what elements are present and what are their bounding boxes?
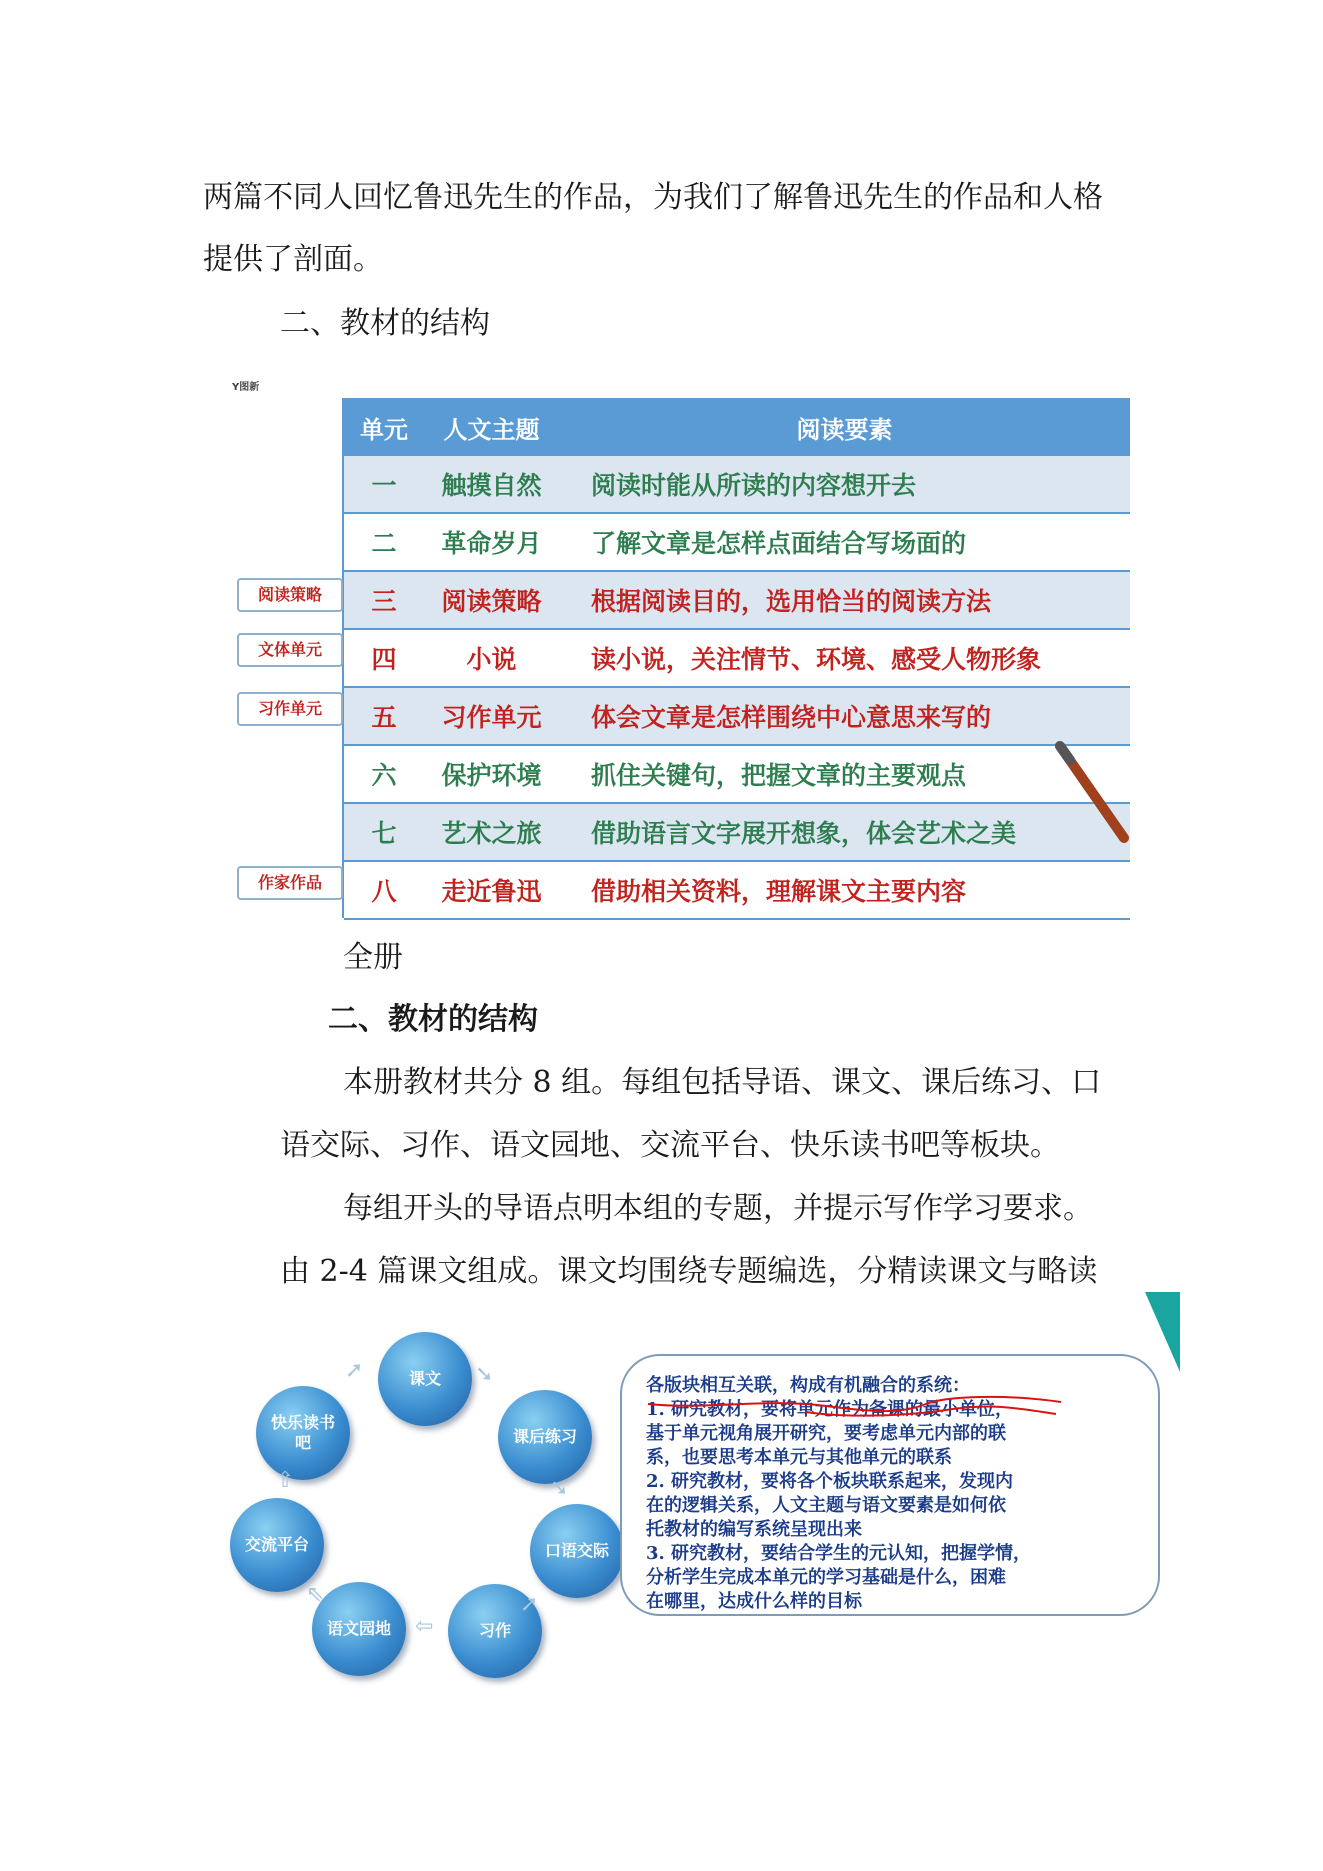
section-p2-line1: 每组开头的导语点明本组的专题，并提示写作学习要求。 — [343, 1191, 1093, 1226]
unit-table-slide — [232, 378, 1132, 918]
table-row — [344, 629, 1130, 687]
node-lessons: 课文 — [378, 1332, 472, 1426]
tag-author-works: 作家作品 — [237, 866, 343, 900]
arrow-6-icon: ⇧ — [276, 1468, 295, 1493]
table-row — [344, 687, 1130, 745]
element-cell: 体会文章是怎样围绕中心意思来写的 — [559, 687, 1130, 745]
handwritten-underline — [646, 1392, 1066, 1418]
note-line: 1. 研究教材，要将单元作为备课的最小单位， — [646, 1399, 1014, 1420]
table-caption: 全册 — [343, 940, 403, 975]
pen-icon — [1052, 738, 1132, 848]
note-line: 2. 研究教材，要将各个板块联系起来，发现内 — [646, 1471, 1014, 1492]
node-writing: 习作 — [448, 1584, 542, 1678]
element-cell: 借助相关资料，理解课文主要内容 — [559, 861, 1130, 919]
theme-cell: 小说 — [424, 629, 559, 687]
unit-cell: 四 — [344, 629, 424, 687]
note-line: 在的逻辑关系，人文主题与语文要素是如何依 — [646, 1495, 1006, 1516]
table-row — [344, 456, 1130, 513]
element-cell: 了解文章是怎样点面结合写场面的 — [559, 513, 1130, 571]
unit-cell: 三 — [344, 571, 424, 629]
theme-cell: 保护环境 — [424, 745, 559, 803]
element-cell: 读小说，关注情节、环境、感受人物形象 — [559, 629, 1130, 687]
intro-line-1: 两篇不同人回忆鲁迅先生的作品，为我们了解鲁迅先生的作品和人格 — [203, 180, 1103, 215]
section-p2-line2: 由 2-4 篇课文组成。课文均围绕专题编选，分精读课文与略读 — [280, 1254, 1098, 1289]
theme-cell: 习作单元 — [424, 687, 559, 745]
arrow-3-icon: ➚ — [520, 1592, 539, 1617]
table-row — [344, 513, 1130, 571]
header-element: 阅读要素 — [559, 398, 1130, 456]
section-heading: 二、教材的结构 — [328, 1002, 538, 1037]
theme-cell: 革命岁月 — [424, 513, 559, 571]
theme-cell: 走近鲁迅 — [424, 861, 559, 919]
note-line: 在哪里，达成什么样的目标 — [646, 1591, 862, 1612]
arrow-2-icon: ➘ — [550, 1476, 569, 1501]
arrow-5-icon: ⇖ — [306, 1582, 325, 1607]
note-box — [620, 1354, 1160, 1616]
table-row — [344, 745, 1130, 803]
slide-logo: Y图新 — [232, 382, 260, 393]
table-row — [344, 571, 1130, 629]
element-cell: 根据阅读目的，选用恰当的阅读方法 — [559, 571, 1130, 629]
note-line: 基于单元视角展开研究，要考虑单元内部的联 — [646, 1423, 1006, 1444]
node-oral-communication: 口语交际 — [530, 1504, 624, 1598]
arrow-1-icon: ➘ — [475, 1362, 494, 1387]
cycle-diagram — [220, 1292, 1180, 1672]
theme-cell: 触摸自然 — [424, 456, 559, 513]
arrow-4-icon: ⇦ — [415, 1614, 434, 1639]
tag-genre-unit: 文体单元 — [237, 633, 343, 667]
node-exchange-platform: 交流平台 — [230, 1498, 324, 1592]
note-line: 分析学生完成本单元的学习基础是什么，困难 — [646, 1567, 1006, 1588]
unit-cell: 八 — [344, 861, 424, 919]
unit-cell: 一 — [344, 456, 424, 513]
table-header-row — [344, 398, 1130, 456]
teal-corner-decoration — [1145, 1292, 1180, 1372]
header-unit: 单元 — [344, 398, 424, 456]
element-cell: 借助语言文字展开想象，体会艺术之美 — [559, 803, 1130, 861]
node-happy-reading: 快乐读书吧 — [256, 1386, 350, 1480]
theme-cell: 艺术之旅 — [424, 803, 559, 861]
arrow-7-icon: ➚ — [345, 1358, 364, 1383]
unit-cell: 六 — [344, 745, 424, 803]
unit-table — [344, 398, 1130, 920]
table-row — [344, 803, 1130, 861]
header-theme: 人文主题 — [424, 398, 559, 456]
node-exercises: 课后练习 — [498, 1390, 592, 1484]
note-line: 3. 研究教材，要结合学生的元认知，把握学情， — [646, 1543, 1032, 1564]
section-p1-line2: 语交际、习作、语文园地、交流平台、快乐读书吧等板块。 — [280, 1128, 1060, 1163]
unit-cell: 七 — [344, 803, 424, 861]
element-cell: 抓住关键句，把握文章的主要观点 — [559, 745, 1130, 803]
element-cell: 阅读时能从所读的内容想开去 — [559, 456, 1130, 513]
node-language-garden: 语文园地 — [312, 1582, 406, 1676]
intro-line-2: 提供了剖面。 — [203, 242, 383, 277]
unit-cell: 五 — [344, 687, 424, 745]
unit-cell: 二 — [344, 513, 424, 571]
section-p1-line1: 本册教材共分 8 组。每组包括导语、课文、课后练习、口 — [343, 1065, 1102, 1100]
note-line: 系，也要思考本单元与其他单元的联系 — [646, 1447, 952, 1468]
intro-heading: 二、教材的结构 — [280, 306, 490, 341]
tag-writing-unit: 习作单元 — [237, 692, 343, 726]
theme-cell: 阅读策略 — [424, 571, 559, 629]
tag-reading-strategy: 阅读策略 — [237, 578, 343, 612]
note-line: 托教材的编写系统呈现出来 — [646, 1519, 862, 1540]
note-line: 各版块相互关联，构成有机融合的系统： — [646, 1375, 970, 1396]
table-row — [344, 861, 1130, 919]
